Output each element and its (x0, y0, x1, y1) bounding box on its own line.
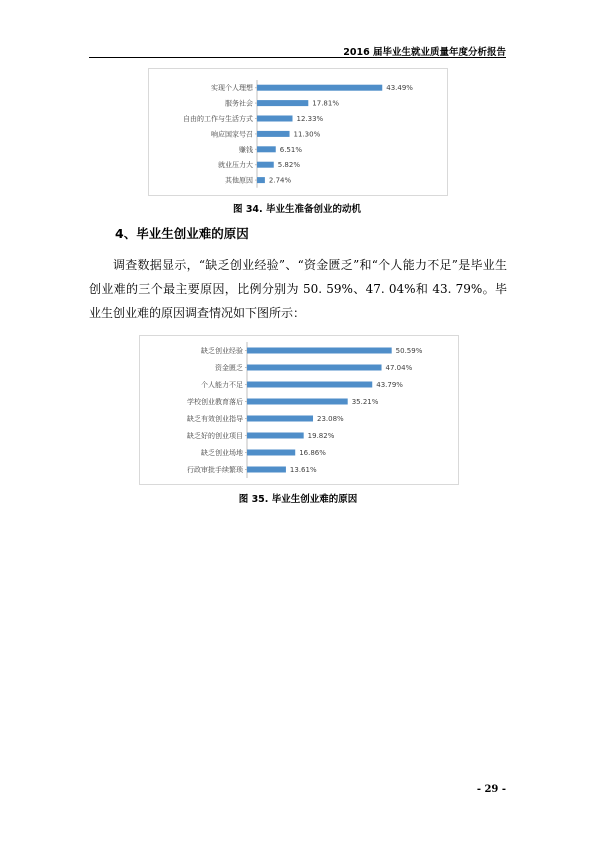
bar (257, 85, 382, 91)
header-rule (89, 57, 506, 58)
bar (257, 177, 265, 183)
figure-34-caption: 图 34. 毕业生准备创业的动机 (233, 204, 361, 215)
data-label: 35.21% (351, 398, 379, 406)
data-label: 11.30% (293, 130, 321, 139)
category-label: 自由的工作与生活方式 (183, 115, 253, 123)
figure-35-caption: 图 35. 毕业生创业难的原因 (238, 494, 358, 505)
category-label: 响应国家号召 (211, 130, 253, 139)
bar (247, 348, 392, 354)
bar (257, 146, 276, 152)
section-heading: 4、毕业生创业难的原因 (115, 226, 249, 241)
bar (247, 450, 295, 456)
bar (257, 100, 308, 106)
data-label: 2.74% (268, 176, 292, 185)
data-label: 23.08% (317, 415, 344, 423)
data-label: 50.59% (395, 347, 423, 355)
running-header: 2016 届毕业生就业质量年度分析报告 (343, 47, 506, 58)
category-label: 实现个人理想 (211, 84, 253, 93)
bar (247, 399, 348, 405)
category-label: 赚钱 (239, 145, 253, 154)
category-label: 缺乏有效创业指导 (187, 415, 243, 423)
category-label: 行政审批手续繁琐 (187, 466, 243, 474)
category-label: 缺乏好的创业项目 (187, 432, 243, 440)
data-label: 47.04% (385, 364, 413, 372)
data-label: 12.33% (296, 115, 324, 123)
data-label: 16.86% (299, 449, 326, 457)
bar (257, 162, 274, 168)
category-label: 服务社会 (225, 99, 253, 108)
category-label: 其他原因 (225, 176, 253, 185)
data-label: 19.82% (307, 432, 335, 440)
bar (247, 416, 313, 422)
category-label: 资金匮乏 (215, 364, 243, 372)
category-label: 个人能力不足 (201, 381, 243, 389)
bar (257, 116, 293, 122)
figure-35-chart (139, 335, 459, 485)
figure-34-svg (149, 69, 447, 195)
category-label: 缺乏创业场地 (201, 449, 243, 457)
page-number: - 29 - (476, 784, 506, 795)
data-label: 17.81% (312, 99, 339, 108)
data-label: 43.49% (386, 84, 413, 93)
data-label: 43.79% (376, 381, 403, 389)
category-label: 学校创业教育落后 (187, 398, 243, 406)
bar (247, 382, 372, 388)
data-label: 6.51% (279, 145, 302, 154)
data-label: 13.61% (289, 466, 317, 474)
body-paragraph: 调查数据显示，“缺乏创业经验”、“资金匮乏”和“个人能力不足”是毕业生创业难的三个最主要原因，比例分别为 50. 59%、47. 04%和 43. 79%。毕业生创业难的原因调查情况如下图所示： (89, 258, 507, 320)
category-label: 就业压力大 (218, 161, 253, 170)
figure-34-chart (148, 68, 448, 196)
figure-35-svg (140, 336, 458, 484)
data-label: 5.82% (277, 161, 301, 170)
bar (247, 467, 286, 473)
category-label: 缺乏创业经验 (201, 347, 243, 355)
bar (257, 131, 290, 137)
bar (247, 365, 382, 371)
bar (247, 433, 304, 439)
